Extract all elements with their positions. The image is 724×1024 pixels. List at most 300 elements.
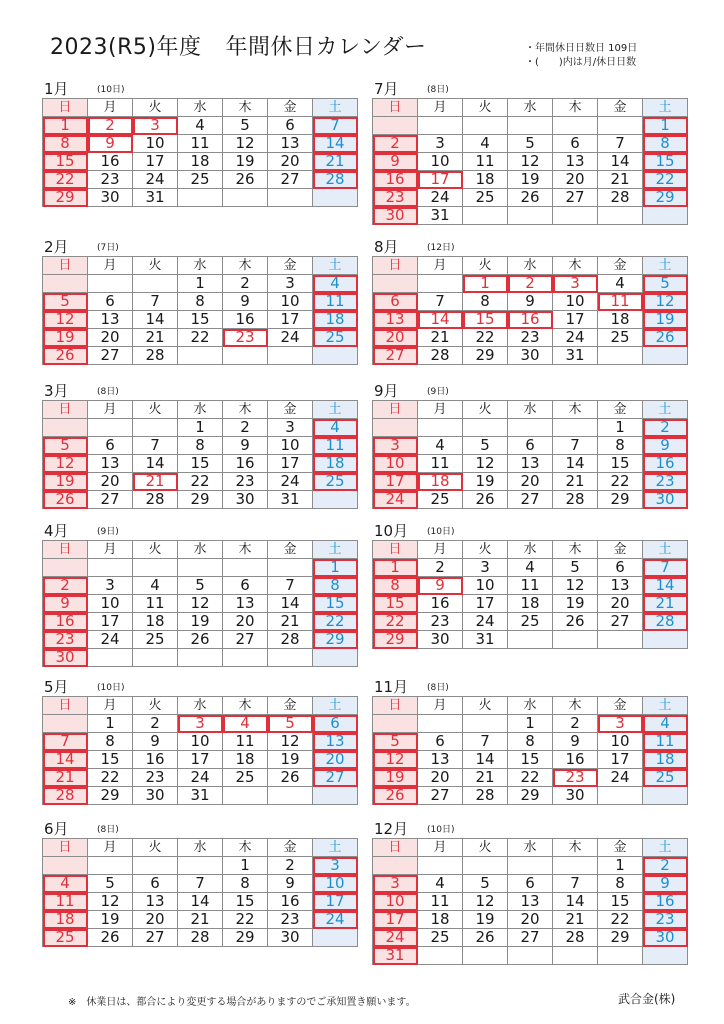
weekday-label: 水 bbox=[178, 541, 223, 559]
day-cell bbox=[268, 189, 313, 207]
day-cell: 29 bbox=[643, 189, 688, 207]
day-cell bbox=[598, 207, 643, 225]
day-cell bbox=[553, 631, 598, 649]
day-cell: 2 bbox=[223, 275, 268, 293]
week-row bbox=[43, 491, 358, 509]
day-cell: 6 bbox=[418, 733, 463, 751]
day-cell: 28 bbox=[178, 929, 223, 947]
day-cell: 15 bbox=[313, 595, 358, 613]
weekday-label: 日 bbox=[43, 541, 88, 559]
day-cell: 5 bbox=[178, 577, 223, 595]
week-row bbox=[43, 153, 358, 171]
day-cell: 10 bbox=[178, 733, 223, 751]
day-cell: 8 bbox=[463, 293, 508, 311]
day-cell: 17 bbox=[373, 911, 418, 929]
title-year: 2023(R5)年度 bbox=[50, 35, 202, 60]
day-cell: 18 bbox=[463, 171, 508, 189]
month-holiday-count: (10日) bbox=[427, 825, 455, 835]
day-cell: 17 bbox=[178, 751, 223, 769]
day-cell: 16 bbox=[643, 893, 688, 911]
weekday-label: 水 bbox=[508, 99, 553, 117]
month-name: 12月 bbox=[374, 820, 409, 838]
day-cell: 11 bbox=[418, 893, 463, 911]
weekday-label: 土 bbox=[313, 697, 358, 715]
day-cell: 29 bbox=[88, 787, 133, 805]
day-cell: 21 bbox=[598, 171, 643, 189]
month-holiday-count: (10日) bbox=[97, 683, 125, 693]
day-cell: 11 bbox=[418, 455, 463, 473]
week-row bbox=[43, 189, 358, 207]
weekday-label: 木 bbox=[553, 541, 598, 559]
day-cell: 31 bbox=[178, 787, 223, 805]
day-cell: 22 bbox=[643, 171, 688, 189]
week-row bbox=[43, 751, 358, 769]
day-cell: 22 bbox=[598, 911, 643, 929]
day-cell: 8 bbox=[43, 135, 88, 153]
week-row bbox=[373, 787, 688, 805]
weekday-label: 木 bbox=[223, 401, 268, 419]
weekday-label: 火 bbox=[463, 697, 508, 715]
month-header bbox=[42, 380, 352, 400]
day-cell: 6 bbox=[553, 135, 598, 153]
day-cell: 1 bbox=[598, 857, 643, 875]
day-cell: 11 bbox=[463, 153, 508, 171]
day-cell: 17 bbox=[268, 311, 313, 329]
weekday-label: 木 bbox=[223, 541, 268, 559]
day-cell: 13 bbox=[373, 311, 418, 329]
day-cell: 11 bbox=[313, 293, 358, 311]
day-cell: 11 bbox=[178, 135, 223, 153]
day-cell: 25 bbox=[643, 769, 688, 787]
day-cell: 15 bbox=[178, 455, 223, 473]
day-cell: 21 bbox=[43, 769, 88, 787]
day-cell: 14 bbox=[133, 311, 178, 329]
day-cell: 10 bbox=[133, 135, 178, 153]
weekday-label: 木 bbox=[223, 697, 268, 715]
month-table bbox=[372, 98, 688, 225]
day-cell: 3 bbox=[373, 875, 418, 893]
month-holiday-count: (9日) bbox=[97, 527, 119, 537]
day-cell: 9 bbox=[553, 733, 598, 751]
day-cell: 18 bbox=[313, 311, 358, 329]
day-cell: 25 bbox=[418, 491, 463, 509]
week-row bbox=[373, 347, 688, 365]
day-cell: 13 bbox=[88, 311, 133, 329]
month-header bbox=[372, 380, 682, 400]
day-cell: 8 bbox=[313, 577, 358, 595]
month-table bbox=[42, 696, 358, 805]
note-legend: ・( )内は月/休日日数 bbox=[525, 57, 637, 68]
week-row bbox=[373, 117, 688, 135]
day-cell bbox=[463, 857, 508, 875]
day-cell: 27 bbox=[313, 769, 358, 787]
day-cell: 14 bbox=[553, 455, 598, 473]
day-cell: 19 bbox=[178, 613, 223, 631]
day-cell: 24 bbox=[133, 171, 178, 189]
day-cell: 14 bbox=[418, 311, 463, 329]
day-cell: 14 bbox=[268, 595, 313, 613]
day-cell: 12 bbox=[643, 293, 688, 311]
week-row bbox=[373, 893, 688, 911]
day-cell bbox=[133, 275, 178, 293]
day-cell: 21 bbox=[268, 613, 313, 631]
day-cell: 6 bbox=[88, 293, 133, 311]
weekday-label: 土 bbox=[643, 541, 688, 559]
day-cell: 23 bbox=[508, 329, 553, 347]
weekday-label: 木 bbox=[553, 839, 598, 857]
weekday-header-row bbox=[43, 839, 358, 857]
day-cell bbox=[223, 347, 268, 365]
day-cell: 15 bbox=[373, 595, 418, 613]
day-cell: 13 bbox=[418, 751, 463, 769]
day-cell bbox=[373, 275, 418, 293]
day-cell: 7 bbox=[553, 875, 598, 893]
day-cell: 20 bbox=[88, 329, 133, 347]
weekday-label: 火 bbox=[463, 541, 508, 559]
weekday-label: 水 bbox=[508, 839, 553, 857]
day-cell: 22 bbox=[178, 329, 223, 347]
day-cell: 24 bbox=[268, 329, 313, 347]
day-cell: 9 bbox=[88, 135, 133, 153]
month-name: 10月 bbox=[374, 522, 409, 540]
day-cell: 18 bbox=[508, 595, 553, 613]
day-cell: 8 bbox=[178, 437, 223, 455]
weekday-label: 木 bbox=[553, 257, 598, 275]
day-cell: 30 bbox=[643, 491, 688, 509]
day-cell: 26 bbox=[373, 787, 418, 805]
day-cell: 23 bbox=[43, 631, 88, 649]
day-cell: 7 bbox=[268, 577, 313, 595]
day-cell bbox=[643, 207, 688, 225]
day-cell: 6 bbox=[508, 437, 553, 455]
week-row bbox=[43, 437, 358, 455]
day-cell: 16 bbox=[223, 455, 268, 473]
day-cell: 23 bbox=[418, 613, 463, 631]
month-name: 8月 bbox=[374, 238, 399, 256]
day-cell: 13 bbox=[508, 455, 553, 473]
weekday-label: 土 bbox=[313, 257, 358, 275]
day-cell: 16 bbox=[418, 595, 463, 613]
day-cell: 9 bbox=[268, 875, 313, 893]
day-cell: 15 bbox=[463, 311, 508, 329]
day-cell: 1 bbox=[463, 275, 508, 293]
day-cell: 24 bbox=[463, 613, 508, 631]
day-cell bbox=[418, 715, 463, 733]
day-cell: 13 bbox=[268, 135, 313, 153]
day-cell: 29 bbox=[178, 491, 223, 509]
day-cell: 12 bbox=[373, 751, 418, 769]
weekday-label: 金 bbox=[598, 541, 643, 559]
day-cell: 10 bbox=[268, 293, 313, 311]
day-cell: 27 bbox=[508, 491, 553, 509]
day-cell: 4 bbox=[463, 135, 508, 153]
day-cell: 27 bbox=[268, 171, 313, 189]
day-cell: 24 bbox=[268, 473, 313, 491]
week-row bbox=[43, 135, 358, 153]
day-cell: 30 bbox=[88, 189, 133, 207]
month-header bbox=[372, 78, 682, 98]
day-cell: 18 bbox=[223, 751, 268, 769]
day-cell bbox=[463, 207, 508, 225]
weekday-label: 火 bbox=[463, 401, 508, 419]
week-row bbox=[373, 293, 688, 311]
month-holiday-count: (7日) bbox=[97, 243, 119, 253]
day-cell: 12 bbox=[223, 135, 268, 153]
month-table bbox=[372, 696, 688, 805]
week-row bbox=[43, 473, 358, 491]
day-cell: 13 bbox=[133, 893, 178, 911]
weekday-header-row bbox=[373, 401, 688, 419]
week-row bbox=[373, 207, 688, 225]
day-cell bbox=[508, 947, 553, 965]
month-name: 2月 bbox=[44, 238, 69, 256]
weekday-header-row bbox=[373, 839, 688, 857]
day-cell: 3 bbox=[418, 135, 463, 153]
weekday-label: 月 bbox=[88, 541, 133, 559]
day-cell: 14 bbox=[43, 751, 88, 769]
month-header bbox=[42, 236, 352, 256]
day-cell: 25 bbox=[313, 473, 358, 491]
day-cell: 26 bbox=[643, 329, 688, 347]
weekday-label: 月 bbox=[88, 401, 133, 419]
weekday-header-row bbox=[373, 697, 688, 715]
day-cell: 27 bbox=[508, 929, 553, 947]
weekday-label: 月 bbox=[418, 541, 463, 559]
month-table bbox=[42, 540, 358, 667]
day-cell: 8 bbox=[178, 293, 223, 311]
day-cell: 18 bbox=[598, 311, 643, 329]
day-cell: 22 bbox=[43, 171, 88, 189]
day-cell: 26 bbox=[223, 171, 268, 189]
day-cell: 4 bbox=[598, 275, 643, 293]
weekday-label: 土 bbox=[643, 257, 688, 275]
weekday-label: 日 bbox=[373, 541, 418, 559]
day-cell: 1 bbox=[598, 419, 643, 437]
month-table bbox=[372, 838, 688, 965]
day-cell: 30 bbox=[418, 631, 463, 649]
day-cell: 16 bbox=[508, 311, 553, 329]
weekday-label: 火 bbox=[463, 99, 508, 117]
month-9 bbox=[372, 380, 682, 509]
week-row bbox=[373, 491, 688, 509]
day-cell: 15 bbox=[508, 751, 553, 769]
day-cell: 12 bbox=[463, 893, 508, 911]
day-cell: 19 bbox=[463, 473, 508, 491]
day-cell: 12 bbox=[508, 153, 553, 171]
week-row bbox=[43, 787, 358, 805]
day-cell: 23 bbox=[223, 329, 268, 347]
day-cell: 24 bbox=[598, 769, 643, 787]
day-cell: 4 bbox=[418, 875, 463, 893]
day-cell: 28 bbox=[313, 171, 358, 189]
day-cell: 29 bbox=[43, 189, 88, 207]
day-cell: 3 bbox=[88, 577, 133, 595]
day-cell: 31 bbox=[553, 347, 598, 365]
day-cell bbox=[43, 715, 88, 733]
weekday-label: 金 bbox=[268, 401, 313, 419]
day-cell: 9 bbox=[223, 293, 268, 311]
day-cell bbox=[418, 419, 463, 437]
weekday-label: 日 bbox=[43, 401, 88, 419]
day-cell bbox=[553, 207, 598, 225]
month-name: 9月 bbox=[374, 382, 399, 400]
weekday-label: 火 bbox=[133, 839, 178, 857]
week-row bbox=[373, 455, 688, 473]
day-cell: 11 bbox=[313, 437, 358, 455]
day-cell: 11 bbox=[223, 733, 268, 751]
weekday-label: 金 bbox=[268, 541, 313, 559]
day-cell: 10 bbox=[463, 577, 508, 595]
weekday-label: 月 bbox=[88, 697, 133, 715]
day-cell: 20 bbox=[223, 613, 268, 631]
day-cell: 5 bbox=[268, 715, 313, 733]
day-cell: 3 bbox=[313, 857, 358, 875]
weekday-label: 水 bbox=[178, 401, 223, 419]
day-cell: 28 bbox=[643, 613, 688, 631]
day-cell bbox=[268, 559, 313, 577]
day-cell: 3 bbox=[178, 715, 223, 733]
day-cell: 25 bbox=[43, 929, 88, 947]
day-cell: 18 bbox=[43, 911, 88, 929]
weekday-header-row bbox=[373, 257, 688, 275]
day-cell bbox=[178, 347, 223, 365]
day-cell: 1 bbox=[373, 559, 418, 577]
day-cell bbox=[508, 117, 553, 135]
weekday-label: 月 bbox=[418, 839, 463, 857]
day-cell: 26 bbox=[553, 613, 598, 631]
day-cell: 8 bbox=[598, 875, 643, 893]
day-cell: 25 bbox=[418, 929, 463, 947]
day-cell: 29 bbox=[598, 929, 643, 947]
day-cell: 11 bbox=[508, 577, 553, 595]
day-cell: 25 bbox=[598, 329, 643, 347]
weekday-label: 水 bbox=[508, 401, 553, 419]
day-cell bbox=[313, 491, 358, 509]
day-cell: 24 bbox=[88, 631, 133, 649]
weekday-label: 木 bbox=[553, 697, 598, 715]
week-row bbox=[373, 311, 688, 329]
day-cell: 28 bbox=[553, 929, 598, 947]
day-cell: 2 bbox=[268, 857, 313, 875]
day-cell: 14 bbox=[133, 455, 178, 473]
day-cell: 4 bbox=[313, 419, 358, 437]
day-cell: 9 bbox=[373, 153, 418, 171]
day-cell: 6 bbox=[508, 875, 553, 893]
day-cell bbox=[133, 857, 178, 875]
day-cell: 20 bbox=[88, 473, 133, 491]
weekday-header-row bbox=[43, 99, 358, 117]
day-cell: 8 bbox=[598, 437, 643, 455]
month-8 bbox=[372, 236, 682, 365]
day-cell: 4 bbox=[418, 437, 463, 455]
day-cell: 4 bbox=[643, 715, 688, 733]
day-cell: 3 bbox=[268, 419, 313, 437]
month-header bbox=[42, 78, 352, 98]
month-holiday-count: (10日) bbox=[427, 527, 455, 537]
weekday-label: 日 bbox=[373, 401, 418, 419]
week-row bbox=[43, 275, 358, 293]
weekday-label: 月 bbox=[88, 839, 133, 857]
day-cell: 10 bbox=[373, 455, 418, 473]
weekday-label: 土 bbox=[313, 839, 358, 857]
weekday-label: 土 bbox=[313, 541, 358, 559]
day-cell: 18 bbox=[418, 473, 463, 491]
weekday-label: 火 bbox=[463, 257, 508, 275]
week-row bbox=[373, 419, 688, 437]
day-cell: 29 bbox=[373, 631, 418, 649]
week-row bbox=[373, 329, 688, 347]
day-cell bbox=[643, 347, 688, 365]
day-cell bbox=[463, 715, 508, 733]
day-cell: 23 bbox=[643, 473, 688, 491]
day-cell: 16 bbox=[223, 311, 268, 329]
day-cell bbox=[178, 189, 223, 207]
day-cell: 9 bbox=[508, 293, 553, 311]
day-cell bbox=[643, 631, 688, 649]
day-cell: 19 bbox=[223, 153, 268, 171]
day-cell: 13 bbox=[598, 577, 643, 595]
day-cell: 2 bbox=[418, 559, 463, 577]
day-cell: 24 bbox=[373, 491, 418, 509]
day-cell: 22 bbox=[598, 473, 643, 491]
weekday-label: 木 bbox=[223, 257, 268, 275]
week-row bbox=[43, 171, 358, 189]
day-cell bbox=[268, 787, 313, 805]
day-cell: 22 bbox=[178, 473, 223, 491]
month-header bbox=[42, 676, 352, 696]
week-row bbox=[43, 631, 358, 649]
week-row bbox=[43, 559, 358, 577]
day-cell: 9 bbox=[643, 437, 688, 455]
day-cell bbox=[133, 559, 178, 577]
day-cell bbox=[313, 189, 358, 207]
month-table bbox=[42, 256, 358, 365]
day-cell bbox=[418, 117, 463, 135]
day-cell: 4 bbox=[43, 875, 88, 893]
day-cell: 5 bbox=[43, 437, 88, 455]
month-6 bbox=[42, 818, 352, 947]
week-row bbox=[373, 769, 688, 787]
day-cell: 19 bbox=[88, 911, 133, 929]
day-cell: 6 bbox=[373, 293, 418, 311]
day-cell: 18 bbox=[178, 153, 223, 171]
month-header bbox=[372, 520, 682, 540]
day-cell: 23 bbox=[223, 473, 268, 491]
day-cell: 1 bbox=[313, 559, 358, 577]
day-cell: 15 bbox=[598, 893, 643, 911]
weekday-label: 金 bbox=[268, 257, 313, 275]
day-cell: 7 bbox=[178, 875, 223, 893]
weekday-label: 火 bbox=[133, 697, 178, 715]
day-cell: 4 bbox=[508, 559, 553, 577]
day-cell: 10 bbox=[373, 893, 418, 911]
day-cell: 3 bbox=[553, 275, 598, 293]
month-table bbox=[372, 256, 688, 365]
day-cell: 3 bbox=[373, 437, 418, 455]
day-cell bbox=[643, 787, 688, 805]
day-cell: 26 bbox=[463, 491, 508, 509]
day-cell: 22 bbox=[373, 613, 418, 631]
day-cell bbox=[418, 947, 463, 965]
day-cell: 26 bbox=[43, 347, 88, 365]
month-5 bbox=[42, 676, 352, 805]
weekday-label: 月 bbox=[418, 99, 463, 117]
day-cell: 5 bbox=[43, 293, 88, 311]
day-cell: 25 bbox=[178, 171, 223, 189]
day-cell: 30 bbox=[373, 207, 418, 225]
day-cell: 12 bbox=[43, 455, 88, 473]
month-name: 5月 bbox=[44, 678, 69, 696]
